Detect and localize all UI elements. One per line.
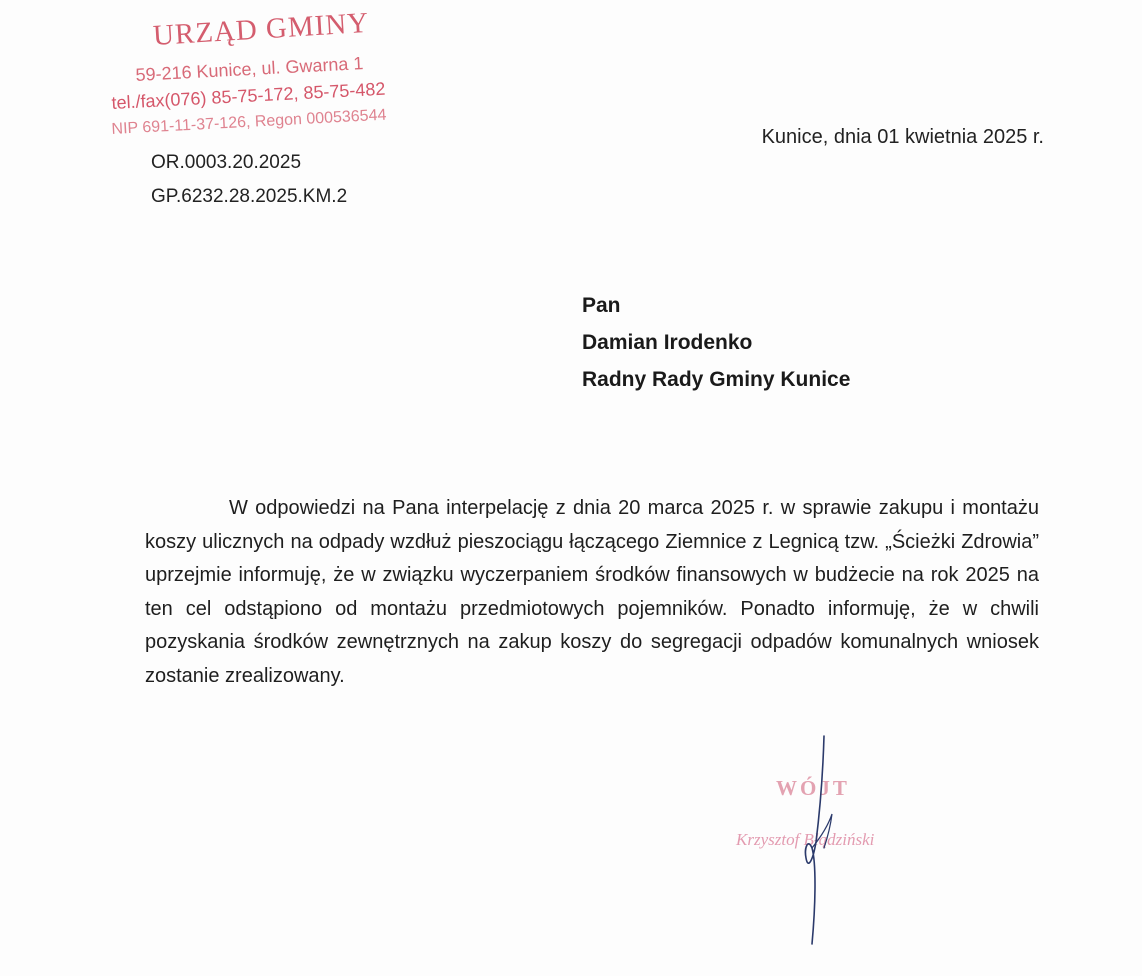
recipient-salutation: Pan (582, 294, 621, 317)
recipient-name: Damian Irodenko (582, 331, 753, 354)
reference-number-1: OR.0003.20.2025 (151, 152, 302, 173)
office-stamp (108, 6, 438, 144)
recipient-block (582, 287, 850, 398)
signature-stamp-title: WÓJT (776, 776, 850, 800)
stamp-nip: NIP 691-11-37-126, Regon 000536544 (111, 106, 387, 138)
reference-number-2: GP.6232.28.2025.KM.2 (151, 186, 348, 207)
handwritten-signature (720, 730, 960, 960)
signature-block (720, 730, 960, 960)
stamp-phone: tel./fax(076) 85-75-172, 85-75-482 (111, 78, 386, 113)
stamp-title: URZĄD GMINY (152, 6, 371, 52)
place-date: Kunice, dnia 01 kwietnia 2025 r. (761, 126, 1044, 148)
stamp-address: 59-216 Kunice, ul. Gwarna 1 (135, 53, 364, 85)
signature-stamp-name: Krzysztof Błądziński (736, 830, 875, 849)
recipient-title: Radny Rady Gminy Kunice (582, 368, 851, 391)
body-paragraph: W odpowiedzi na Pana interpelację z dnia 20 marca 2025 r. w sprawie zakupu i montażu koszy ulicznych na odpady wzdłuż pieszociągu łączącego Ziemnice z Legnicą tzw. „Ścieżki Zdrowia” uprzejmie informuję, że w związku wyczerpaniem środków finansowych w budżecie na rok 2025 na ten cel odstąpiono od montażu przedmiotowych pojemników. Ponadto informuję, że w chwili pozyskania środków zewnętrznych na zakup koszy do segregacji odpadów komunalnych wniosek zostanie zrealizowany. (145, 497, 1039, 687)
